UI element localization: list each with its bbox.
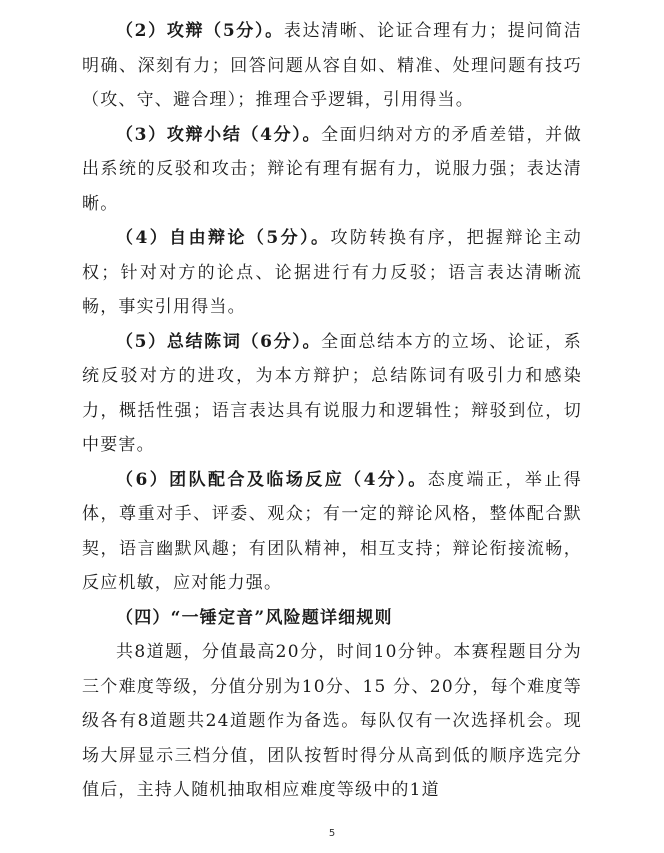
paragraph-lead: （3）攻辩小结（4分）。 xyxy=(116,124,322,145)
paragraph-lead: （2）攻辩（5分）。 xyxy=(116,21,284,41)
paragraph-text: 全面归纳对方的矛盾差错，并做出系统的反驳和攻击；辩论有理有据有力，说服力强；表达清晰。 xyxy=(82,124,582,214)
paragraph-lead: （4）自由辩论（5分）。 xyxy=(116,228,331,248)
paragraph-text: 全面总结本方的立场、论证，系统反驳对方的进攻，为本方辩护；总结陈词有吸引力和感染力，概括性强；语言表达具有说服力和逻辑性；辩驳到位，切中要害。 xyxy=(82,331,582,455)
section-heading: （四）“一锤定音”风险题详细规则 xyxy=(116,607,393,628)
paragraph-teamwork xyxy=(82,463,582,601)
paragraph-closing-statement xyxy=(82,325,582,463)
page-number: 5 xyxy=(328,828,336,839)
paragraph-lead: （6）团队配合及临场反应（4分）。 xyxy=(116,469,428,490)
paragraph-text: 表达清晰、论证合理有力；提问简洁明确、深刻有力；回答问题从容自如、精准、处理问题有技巧（攻、守、避合理）；推理合乎逻辑，引用得当。 xyxy=(82,21,582,110)
paragraph-risk-question-rules: 共8道题，分值最高20分，时间10分钟。本赛程题目分为三个难度等级，分值分别为10分、15 分、20分，每个难度等级各有8道题共24道题作为备选。每队仅有一次选择机会。现场大屏显示三档分值，团队按暂时得分从高到低的顺序选完分值后，主持人随机抽取相应难度等级中的1道 xyxy=(82,642,582,800)
paragraph-free-debate xyxy=(82,221,582,325)
paragraph-text: 态度端正，举止得体，尊重对手、评委、观众；有一定的辩论风格，整体配合默契，语言幽默风趣；有团队精神，相互支持；辩论衔接流畅，反应机敏，应对能力强。 xyxy=(82,469,582,593)
body-text xyxy=(82,14,582,808)
paragraph-debate-attack xyxy=(82,14,582,118)
paragraph-lead: （5）总结陈词（6分）。 xyxy=(116,331,322,352)
paragraph-text: 攻防转换有序，把握辩论主动权；针对对方的论点、论据进行有力反驳；语言表达清晰流畅，事实引用得当。 xyxy=(82,228,582,317)
paragraph-attack-summary xyxy=(82,118,582,222)
